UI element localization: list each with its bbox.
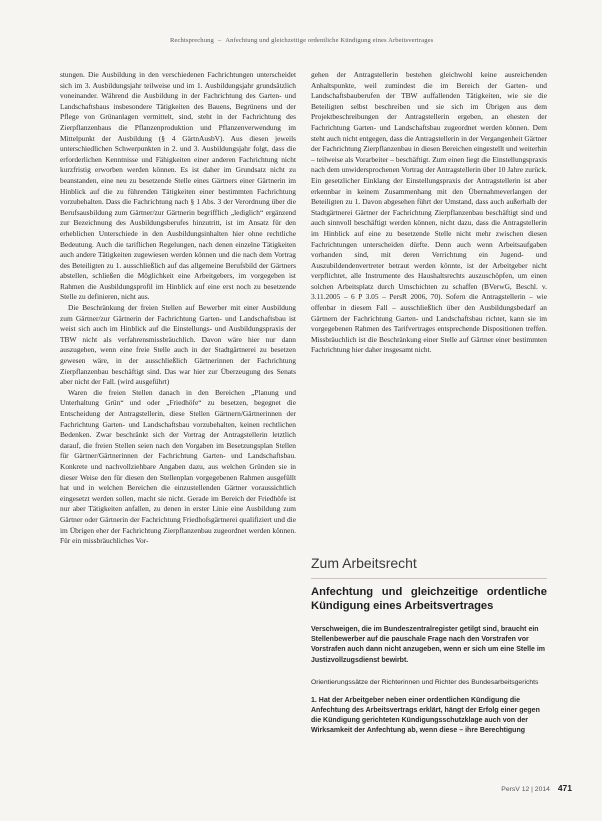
right-paragraph-1: gehen der Antragstellerin bestehen gleichwohl keine ausreichenden Anhaltspunkte, weil zumindest die im Bereich der Garten- und Landschaftsbauberufen der TBW auffallenden Tätigkeiten, wie sie die Beteiligten selbst beschreiben und sie sich im Übrigen aus dem Projektbeschreibungen der Antragstellerin ergeben, an ehesten der Fachrichtung Garten- und Landschaftsbau zugeordnet werden können. Dem steht auch nicht entgegen, dass die Antragstellerin in der Vergangenheit Gärtner der Fachrichtung Zierpflanzenbau in diesen Bereichen eingestellt und weiterhin – teilweise als Vorarbeiter – beschäftigt. Zum einen liegt die Einstellungspraxis nach dem unwidersprochenen Vortrag der Antragstellerin über 10 Jahre zurück. Ein gesetzlicher Einklang der Einstellungspraxis der Antragstellerin ist aber erkennbar in keinem Zusammenhang mit den Übernahmeverlangen der Beteiligten zu 1. Davon abgesehen führt der Umstand, dass auch außerhalb der Stadtgärtnerei Gärtner der Fachrichtung Zierpflanzenbau beschäftigt sind und auch sinnvoll beschäftigt werden können, nicht dazu, dass die Antragstellerin im Hinblick auf eine zu besetzende Stelle nicht mehr zwischen diesen Fachrichtungen unterscheiden dürfte. Denn auch wenn Arbeitsaufgaben vorhanden sind, mit deren Verrichtung ein Jugend- und Auszubildendenvertreter betraut werden könnte, ist der Arbeitgeber nicht verpflichtet, alle Instrumente des Haushaltsrechts auszuschöpfen, um einen solchen Arbeitsplatz durch Umschichten zu schaffen (BVerwG, Beschl. v. 3.11.2005 – 6 P 3.05 – PersR 2006, 70). Sofern die Antragstellerin – wie offenbar in diesem Fall – ausschließlich über den Ausbildungsbedarf an Gärtnern der Fachrichtung Garten- und Landschaftsbau richtet, kann sie im vorgegebenen Rahmen des Tarifvertrages entsprechende Dispositionen treffen. Missbräuchlich ist die Beschränkung einer Stelle auf Gärtner einer bestimmten Fachrichtung hier daher insgesamt nicht.	[311, 70, 547, 355]
header-topic: Anfechtung und gleichzeitige ordentliche Kündigung eines Arbeitsvertrages	[225, 37, 434, 44]
right-body-text	[311, 70, 547, 540]
article-title: Anfechtung und gleichzeitige ordentliche Kündigung eines Arbeitsvertrages	[311, 586, 547, 612]
left-paragraph-3: Waren die freien Stellen danach in den Bereichen „Planung und Unterhaltung Grün“ und oder „Friedhöfe“ zu besetzen, begegnet die Entscheidung der Antragstellerin, diese Stellen Gärtnern/Gärtnerinnen der Fachrichtung Garten- und Landschaftsbau vorzubehalten, keinen rechtlichen Bedenken. Zwar beschränkt sich der Vortrag der Antragstellerin letztlich darauf, die freien Stellen seien nach den Vorgaben im Besetzungsplan Stellen für Gärtner/Gärtnerinnen der Fachrichtung Garten- und Landschaftsbau. Konkrete und nachvollziehbare Angaben dazu, aus welchen Gründen sie in dieser Weise den für diesen den Stellenplan vorgegebenen Rahmen ausgefüllt hat und in welchen Bereichen die einzustellenden Gärtner voraussichtlich eingesetzt werden sollen, macht sie nicht. Gerade im Bereich der Friedhöfe ist nur aber Tätigkeiten anfallen, zu denen in erster Linie eine Ausbildung zum Gärtner oder Gärtnerin der Fachrichtung Friedhofsgärtnerei qualifiziert und die im Übrigen eher der Fachrichtung Zierpflanzenbau zugeordnet werden können. Für ein missbräuchliches Vor-	[60, 387, 296, 546]
section-heading: Zum Arbeitsrecht	[311, 554, 547, 579]
article-lead: Verschweigen, die im Bundeszentralregister getilgt sind, braucht ein Stellenbewerber auf die pauschale Frage nach den Vorstrafen vor Vorstrafen auch dann nicht anzugeben, wenn er sich um eine Stelle im Justizvollzugsdienst bewirbt.	[311, 626, 546, 664]
right-column	[311, 70, 547, 737]
left-paragraph-2: Die Beschränkung der freien Stellen auf Bewerber mit einer Ausbildung zum Gärtner/zur Gärtnerin der Fachrichtung Garten- und Landschaftsbau ist weist sich auch im Hinblick auf die Einstellungs- und Ausbildungspraxis der TBW nicht als verfahrensmissbräuchlich. Davon wäre hier nur dann auszugehen, wenn eine freie Stelle auch in der Stadtgärtnerei zu besetzen gewesen wäre, in der ausschließlich Gärtnerinnen der Fachrichtung Zierpflanzenbau beschäftigt sind. Das war hier zur Überzeugung des Senats aber nicht der Fall. (wird ausgeführt)	[60, 303, 296, 387]
header-separator: –	[217, 37, 222, 44]
page-number: 471	[557, 783, 572, 793]
header-section: Rechtsprechung	[170, 37, 214, 44]
footer-journal: PersV 12 | 2014	[501, 786, 550, 793]
left-paragraph-1: stungen. Die Ausbildung in den verschiedenen Fachrichtungen unterscheidet sich im 3. Ausbildungsjahr teilweise und im 1. Ausbildungsjahr grundsätzlich voneinander. Während die Ausbildung in der Fachrichtung des Garten- und Landschaftsbaus insbesondere Tätigkeiten des Bauens, Begrünens und der Pflege von Grünanlagen vermittelt, sind, steht in der Fachrichtung des Zierpflanzenbaus die Pflanzenproduktion und Pflanzenverwendung im Mittelpunkt der Ausbildung (§ 4 GärtnAusbV). Aus diesen jeweils unterschiedlichen Schwerpunkten in 2. und 3. Ausbildungsjahr folgt, dass die erforderlichen Kenntnisse und Fähigkeiten einer anderen Fachrichtung nicht kurzfristig erworben werden können. Es ist daher im Grundsatz nicht zu beanstanden, eine neu zu besetzende Stelle eines Gärtners einer Gärtnerin im Hinblick auf die zu führenden Tätigkeiten einer bestimmten Fachrichtung vorzubehalten. Dass die Fachrichtung nach § 1 Abs. 3 der Verordnung über die Berufsausbildung zum Gärtner/zur Gärtnerin begrifflich „lediglich“ ergänzend zur Bezeichnung des Ausbildungsberufes hinzutritt, ist im Ansatz für den erheblichen Unterschiede in den Ausbildungsinhalten hier ohne rechtliche Bedeutung. Auch die tariflichen Regelungen, nach denen einzelne Tätigkeiten auch andere Tätigkeiten zugewiesen werden können und die nach dem Vortrag des Beteiligten zu 1. ausschließlich auf das allgemeine Berufsbild der Gärtners abstellen, schließen die Möglichkeit eine Arbeitgebers, im vorgegeben ist Rahmen die Ausbildungsprofil im Hinblick auf eine erst noch zu besetzende Stelle zu definieren, nicht aus.	[60, 70, 296, 302]
left-column	[60, 70, 296, 760]
orientation-label: Orientierungssätze der Richterinnen und Richter des Bundesarbeitsgerichts	[311, 678, 539, 686]
orientation-point-1: 1. Hat der Arbeitgeber neben einer ordentlichen Kündigung die Anfechtung des Arbeitsvertrags erklärt, hängt der Erfolg einer gegen die Kündigung gerichteten Kündigungsschutzklage auch von der Wirksamkeit der Anfechtung ab, wenn diese – ihre Berechtigung	[311, 696, 540, 735]
running-header	[170, 37, 582, 44]
page-footer	[501, 783, 572, 793]
